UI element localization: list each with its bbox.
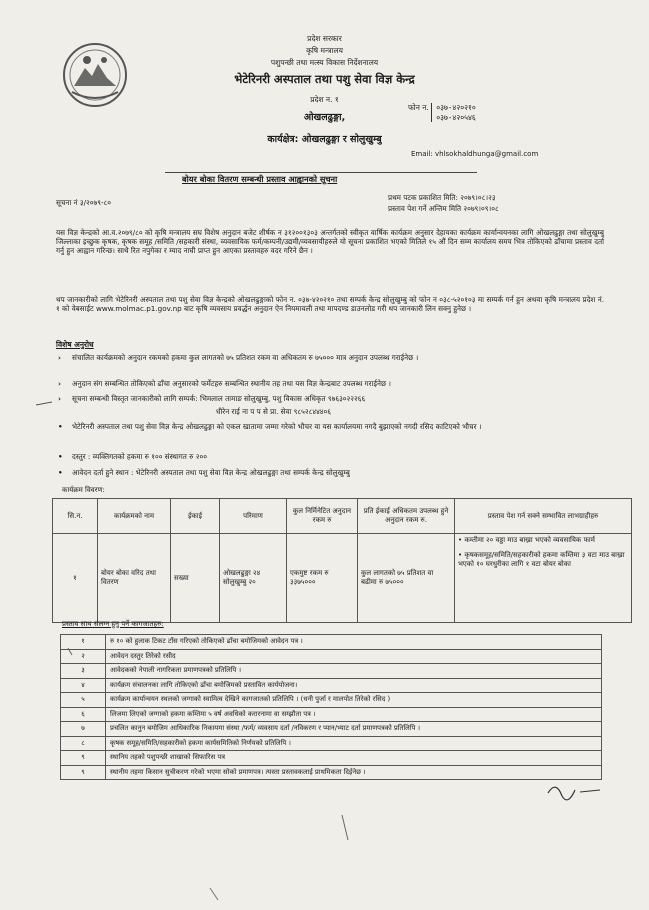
header-jurisdiction: कार्यक्षेत्र: ओखलढुङ्गा र सोलुखुम्बु: [267, 134, 382, 145]
bullet-item: • भेटेरिनरी अस्पताल तथा पशु सेवा विज्ञ केन्द्र ओखलढुङ्गा को एकल खातामा जम्मा गरेको भौचर वा यस कार्यालयमा नगदै बुझाएको नगदी रसिद काटिएको भौचर ।: [58, 422, 482, 431]
notice-title: बोयर बोका वितरण सम्बन्धी प्रस्ताव आह्वानको सूचना: [182, 174, 338, 184]
col-beneficiaries: प्रस्ताव पेश गर्न सक्ने सम्भावित लाभग्राहीहरु: [455, 499, 632, 534]
header-directorate: पशुपन्छी तथा मत्स्य विकास निर्देशनालय: [270, 58, 379, 67]
beneficiary-item: • कम्तीमा २० वड्डा माउ बाख्रा भएको व्यवसायिक फार्म: [458, 536, 595, 544]
table-row: ३ आवेदकको नेपाली नागरिकता प्रमाणपत्रको प्रतिलिपि ।: [61, 664, 602, 679]
table-row: ८ कृषक समूह/समिति/सहकारीको हकमा कार्यसमितिको निर्णयको प्रतिलिपि ।: [61, 736, 602, 751]
beneficiary-item: • कृषकसमूह/समिति/सहकारीको हकमा कम्तिमा ३ वटा माउ बाख्रा भएको १० घरधुरीका लागि १ वटा बोयर बोका: [458, 550, 625, 568]
contact-paragraph: थप जानकारीको लागि भेटेरिनरी अस्पताल तथा पशु सेवा विज्ञ केन्द्रको ओखलढुङ्गाको फोन न. ०३७-४२०२१० तथा सम्पर्क केन्द्र सोलुखुम्बु को फोन न ०३८-५२०१०३ मा सम्पर्क गर्न हुन अथवा कृषि मन्त्रालय प्रदेश नं. १ को वेबसाईट www.molmac.p1.gov.np बाट कृषि व्यवसाय प्रवर्द्धन अनुदान ऐन नियमावली तथा मापदण्ड डाउनलोड गरी थप जानकारी लिन सक्नु हुनेछ ।: [56, 295, 604, 314]
col-total-grant: कुल निर्मिनेटित अनुदान रकम रु: [287, 499, 358, 534]
first-publish-date: प्रथम पटक प्रकाशित मिति: २०७९।०८।२३: [388, 193, 496, 202]
bullet-item: › संचालित कार्यक्रमको अनुदान रकमको हकमा कुल लागतको ७५ प्रतिशत रकम वा अधिकतम रु ७५००० मात्र अनुदान उपलब्ध गराईनेछ ।: [58, 353, 419, 362]
special-request-heading: विशेष अनुरोध: [56, 340, 94, 349]
col-unit: ईकाई: [171, 499, 220, 534]
cell-unit: सख्या: [171, 534, 220, 623]
table-row: ९ स्थानिय तहको पशुपन्छी शाखाको सिफारिस पत्र: [61, 751, 602, 766]
table-row: ४ कार्यक्रम संचालनका लागि तोकिएको ढाँचा बमोजिमको प्रस्तावित कार्ययोजना।: [61, 678, 602, 693]
header-province: प्रदेश सरकार: [307, 34, 342, 43]
bullet-item: › सूचना सम्बन्धी विस्तृत जानकारीको लागि सम्पर्क: भिमलाल तामाङ सोलुखुम्बु, पशु विकास अधिकृत ९७६३०२२२६६: [58, 394, 366, 403]
col-per-unit-grant: प्रति ईकाई अधिकतम उपलब्ध हुने अनुदान रकम रु.: [358, 499, 455, 534]
table-row: ५ कार्यक्रम कार्यान्वयन स्थलको जग्गाको स्वामित्व देखिने कागजातको प्रतिलिपि । (धनी पुर्जा र मालपोत तिरेको रसिद ): [61, 693, 602, 708]
cell-per-unit-grant: कुल लागतको ७५ प्रतिशत वा बढीमा रु ७५०००: [358, 534, 455, 623]
bullet-item: • आवेदन दर्ता हुने स्थान : भेटेरिनरी अस्पताल तथा पशु सेवा विज्ञ केन्द्र ओखलढुङ्गा तथा सम्पर्क केन्द्र सोलुखुम्बु: [58, 468, 350, 477]
col-sn: सि.न.: [53, 499, 98, 534]
phone-label: फोन न.: [408, 103, 429, 112]
bullet-item: › अनुदान संग सम्बन्धित तोकिएको ढाँचा अनुसारको फर्मेटहरु सम्बन्धित स्थानीय तह तथा यस विज्ञ केन्द्रबाट उपलब्ध गराईनेछ ।: [58, 379, 392, 388]
email-address: Email: vhlsokhaldhunga@gmail.com: [411, 150, 539, 158]
table-row: ७ प्रचलित कानुन बमोजिम आधिकारिक निकायमा संस्था /फर्म/ व्यवसाय दर्ता /नविकरण र प्यान/भ्याट दर्ता प्रमाणपत्रको प्रतिलिपि ।: [61, 722, 602, 737]
table-row: १ रु १० को हुलाक टिकट टाँस गरिएको तोकिएको ढाँचा बमोजिमको आवेदन पत्र ।: [61, 635, 602, 650]
cell-total-grant: एकमुष्ट रकम रु ३३७५०००: [287, 534, 358, 623]
bullet-item: • दस्तुर : व्यक्तिगतको हकमा रु १०० संस्थागत रु २००: [58, 452, 207, 461]
col-program-name: कार्यक्रमको नाम: [98, 499, 171, 534]
header-location: ओखलढुङ्गा,: [303, 112, 346, 123]
bullet-continuation: धीरेन राई ना प प से प्रा. सेवा ९८५२८४४४०६: [216, 407, 332, 416]
deadline-date: प्रस्ताव पेश गर्ने अन्तिम मिति २०७९।०९।०८: [388, 203, 499, 213]
documents-table-caption: प्रस्ताव साथ संलग्न हुनु पर्ने कागजातहरु:: [62, 620, 164, 628]
phone-number-2: ०३७-४२०५४६: [436, 112, 476, 122]
table-row: ९ स्थानीय तहमा किसान सुचीकरण गरेको भएमा सोको प्रमाणपत्र। त्यस्ता प्रस्तावकलाई प्राथमिकता दिईनेछ ।: [61, 765, 602, 780]
col-quantity: परिमाण: [220, 499, 287, 534]
cell-program-name: बोयर बोका वरिद तथा वितरण: [98, 534, 171, 623]
intro-paragraph: यस विज्ञ केन्द्रको आ.व.२०७९/८० को कृषि मन्त्रालय सघ विशेष अनुदान बजेट शीर्षक न ३१२००१३०३ अन्तर्गतको स्वीकृत वार्षिक कार्यक्रम अनुसार देहायका कार्यक्रम कार्यान्वयनका लागि ओखलढुङ्गा तथा सोलुखुम्बु जिल्लाका इच्छुक कृषक, कृषक समूह /समिति /सहकारी संस्था, व्यवसायिक फर्म/कम्पनी/उद्यमी/व्यवसायीहरुले यो सूचना प्रकाशित भएको मितिले १५ औं दिन सम्म कार्यालय समय भित्र तोकिएको ढाँचामा प्रस्ताव दर्ता गर्नु हुन आह्वान गरिन्छ। साथै रित नपुगेका र म्याद नाघी प्राप्त हुन आएका प्रस्तावहरु वदर गरिने छैन ।: [56, 228, 604, 256]
cell-sn: १: [53, 534, 98, 623]
phone-number-1: ०३७-४२०२१०: [436, 103, 476, 112]
header-province-no: प्रदेश न. १: [310, 95, 339, 104]
table-row: २ आवेदन दस्तुर तिरेको रसीद: [61, 649, 602, 664]
header-office-name: भेटेरिनरी अस्पताल तथा पशु सेवा विज्ञ केन्द्र: [234, 72, 415, 86]
notice-number: सूचना नं ३/२०७९-८०: [56, 198, 112, 207]
program-table-caption: कार्यक्रम विवरण:: [62, 486, 105, 494]
table-row: ६ लिजमा लिएको जग्गाको हकमा कम्तिमा ५ वर्ष अवधिको करारनामा वा सम्झौता पत्र ।: [61, 707, 602, 722]
cell-quantity: ओखलढुङ्गा २४ सोलुखुम्बु २०: [220, 534, 287, 623]
header-ministry: कृषि मन्त्रालय: [306, 46, 343, 55]
